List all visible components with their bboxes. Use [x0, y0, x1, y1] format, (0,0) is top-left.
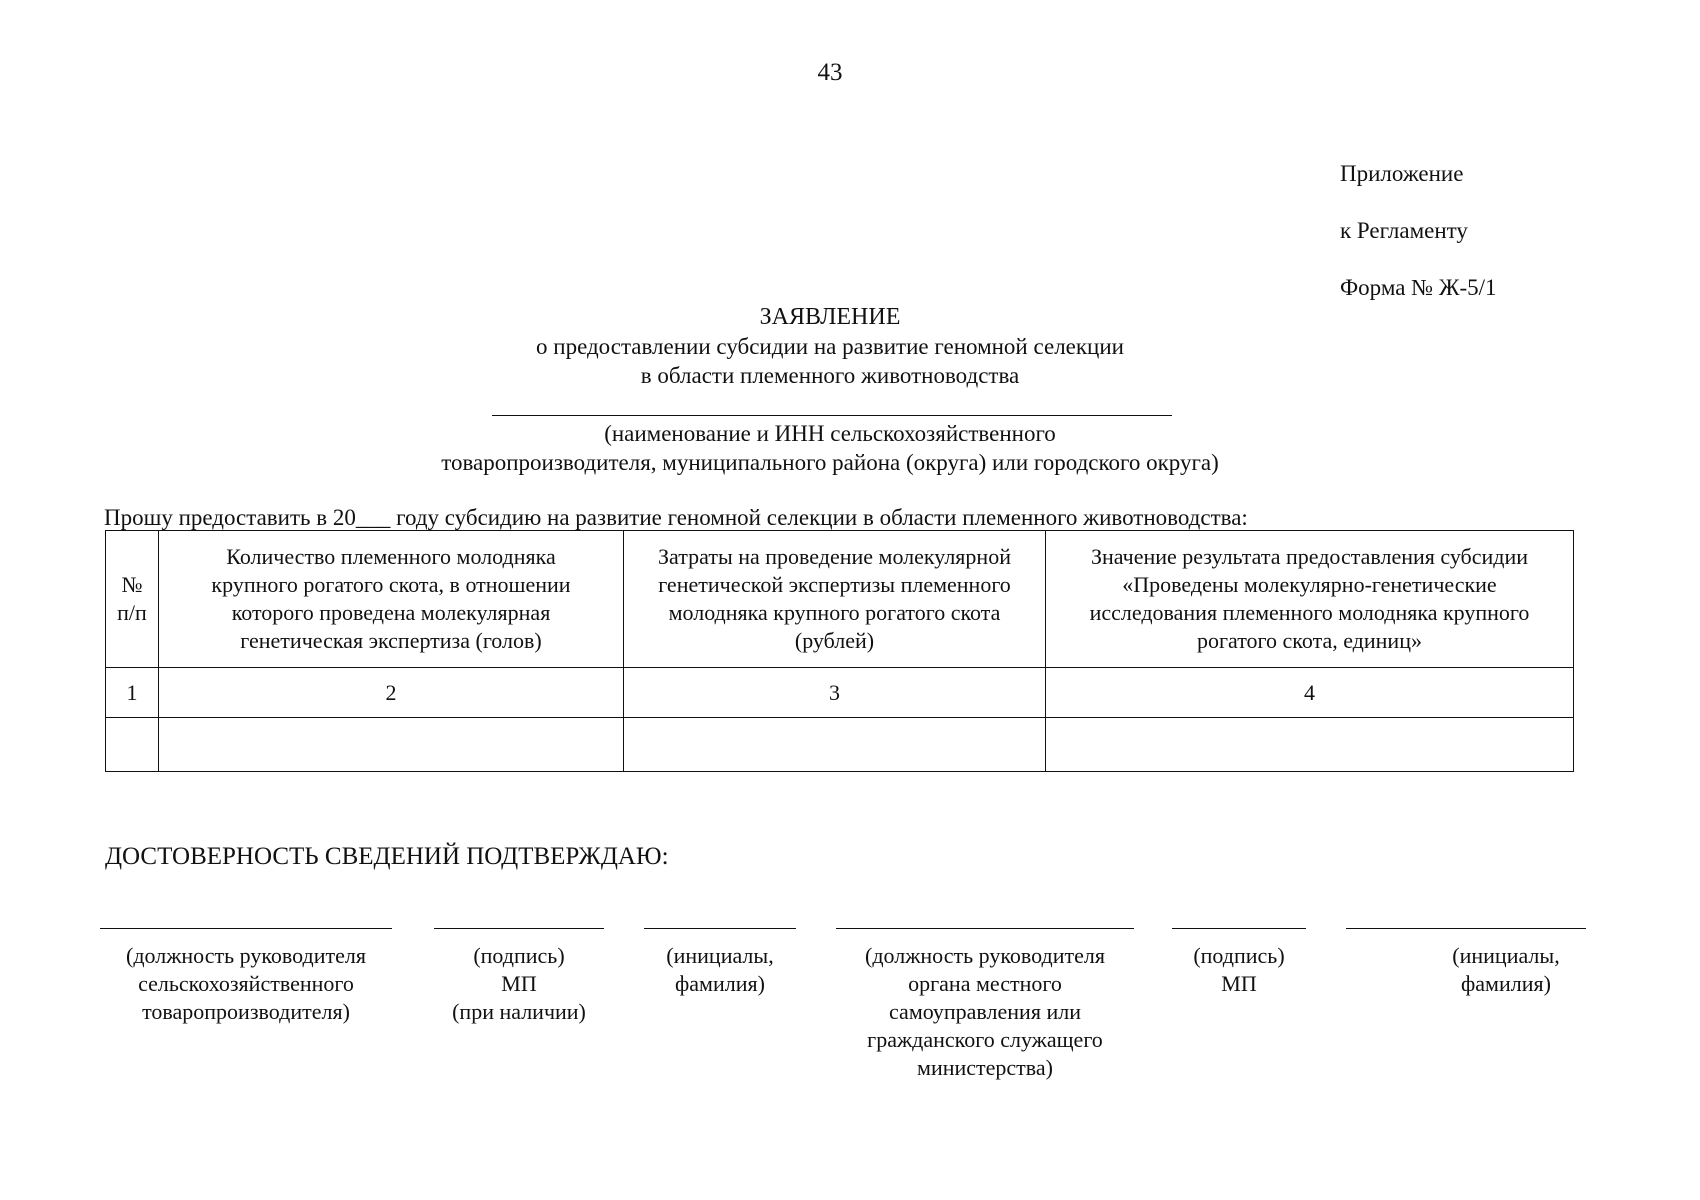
confirmation-heading: ДОСТОВЕРНОСТЬ СВЕДЕНИЙ ПОДТВЕРЖДАЮ:: [105, 843, 669, 870]
header-text-line: Количество племенного молодняка: [226, 544, 556, 569]
request-text: Прошу предоставить в 20___ году субсидию на развитие геномной селекции в области племенного животноводства:: [104, 505, 1248, 530]
applicant-hint-line1: (наименование и ИНН сельскохозяйственного: [604, 421, 1056, 446]
table-column-number-row: [106, 668, 1574, 718]
caption-line: гражданского служащего: [867, 1027, 1103, 1052]
header-cell-livestock-count: [159, 531, 624, 668]
header-text-line: Значение результата предоставления субсидии: [1090, 544, 1529, 569]
column-number-cell: 1: [106, 668, 159, 718]
caption-line: фамилия): [675, 971, 765, 996]
form-number: Форма № Ж-5/1: [1340, 275, 1497, 300]
header-text-line: генетической экспертизы племенного: [658, 572, 1011, 597]
header-text-line: «Проведены молекулярно-генетические: [1122, 572, 1497, 597]
caption-line: (должность руководителя: [865, 943, 1105, 968]
caption-line: (подпись): [1193, 943, 1285, 968]
caption-line: (инициалы,: [666, 943, 774, 968]
signature-line-manager-signature: [434, 928, 604, 929]
header-text-line: молодняка крупного рогатого скота: [668, 600, 1001, 625]
appendix-label: Приложение: [1340, 161, 1464, 186]
signature-caption-official-position: [826, 942, 1144, 1082]
subsidy-table: [105, 530, 1574, 772]
caption-line: (инициалы,: [1452, 943, 1560, 968]
signature-caption-official-name: [1386, 942, 1626, 998]
caption-line: министерства): [917, 1055, 1053, 1080]
header-text-line: рогатого скота, единиц»: [1197, 628, 1422, 653]
header-text-line: Затраты на проведение молекулярной: [658, 544, 1011, 569]
caption-line: МП: [501, 971, 537, 996]
applicant-name-field-line: [492, 415, 1172, 416]
table-row: [106, 718, 1574, 772]
header-text-line: генетическая экспертиза (голов): [240, 628, 542, 653]
table-cell-empty[interactable]: [1046, 718, 1574, 772]
header-text-line: крупного рогатого скота, в отношении: [211, 572, 571, 597]
caption-line: фамилия): [1461, 971, 1551, 996]
page-number: 43: [817, 59, 843, 86]
signature-caption-manager-name: [634, 942, 806, 998]
header-text-line: которого проведена молекулярная: [231, 600, 551, 625]
caption-line: МП: [1221, 971, 1257, 996]
signature-line-manager-position: [100, 928, 392, 929]
table-cell-empty[interactable]: [159, 718, 624, 772]
signature-line-official-name: [1346, 928, 1586, 929]
header-text-line: (рублей): [794, 628, 875, 653]
appendix-regulation-ref: к Регламенту: [1340, 218, 1468, 243]
caption-line: товаропроизводителя): [142, 999, 350, 1024]
caption-line: (должность руководителя: [126, 943, 366, 968]
signature-line-manager-name: [644, 928, 796, 929]
signature-caption-manager-signature: [424, 942, 614, 1026]
header-cell-costs: [624, 531, 1046, 668]
table-cell-empty[interactable]: [624, 718, 1046, 772]
caption-line: сельскохозяйственного: [138, 971, 354, 996]
table-cell-empty[interactable]: [106, 718, 159, 772]
table-header-row: [106, 531, 1574, 668]
applicant-hint-line2: товаропроизводителя, муниципального района (округа) или городского округа): [441, 450, 1219, 475]
signature-caption-official-signature: [1162, 942, 1316, 998]
column-number-cell: 3: [624, 668, 1046, 718]
signature-line-official-signature: [1172, 928, 1306, 929]
header-text-line: №: [121, 572, 143, 597]
header-text-line: исследования племенного молодняка крупного: [1089, 600, 1530, 625]
document-subtitle-line1: о предоставлении субсидии на развитие геномной селекции: [536, 334, 1124, 359]
signature-caption-manager-position: [95, 942, 397, 1026]
header-cell-number: [106, 531, 159, 668]
signature-line-official-position: [836, 928, 1134, 929]
header-cell-result-value: [1046, 531, 1574, 668]
caption-line: (подпись): [473, 943, 565, 968]
document-subtitle-line2: в области племенного животноводства: [640, 363, 1020, 388]
column-number-cell: 2: [159, 668, 624, 718]
caption-line: самоуправления или: [889, 999, 1081, 1024]
header-text-line: п/п: [117, 600, 147, 625]
column-number-cell: 4: [1046, 668, 1574, 718]
caption-line: органа местного: [908, 971, 1062, 996]
caption-line: (при наличии): [452, 999, 586, 1024]
document-title: ЗАЯВЛЕНИЕ: [759, 304, 901, 330]
